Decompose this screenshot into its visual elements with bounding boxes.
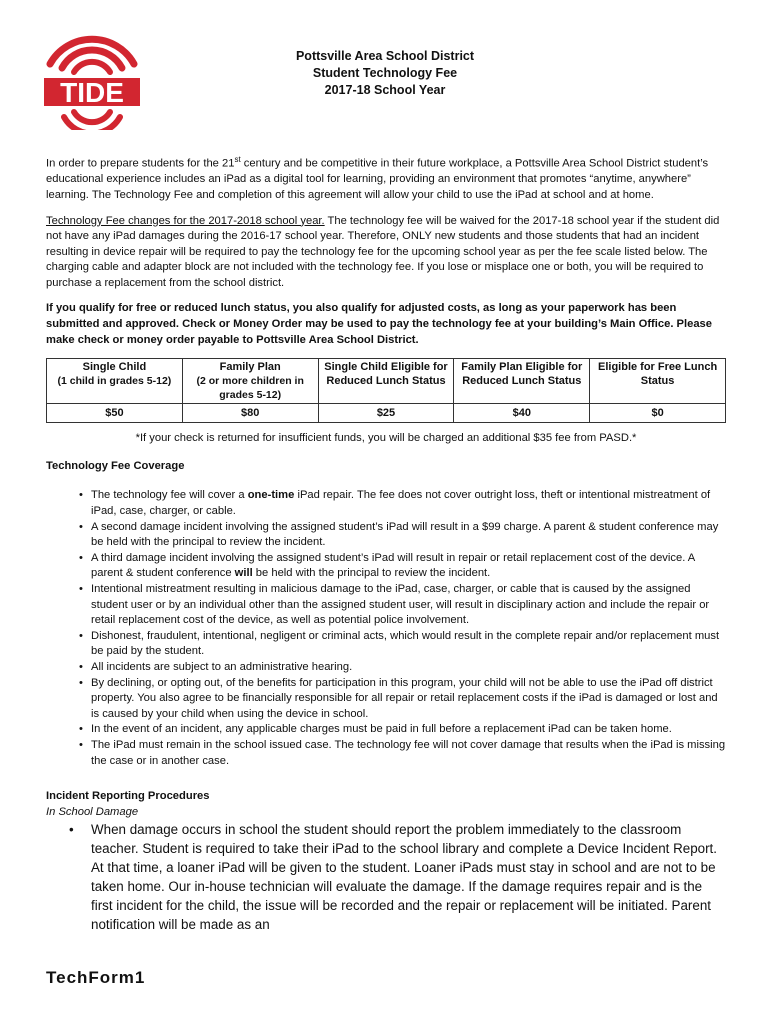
intro-text-2: century and be competitive in their future workplace, a Pottsville Area School District student’s educational experience includes an iPad as a digital tool for learning, providing an environment that promotes “anytime, anywhere” learning. The Technology Fee and completion of this agreement will allow your child to use the iPad at school and at home. [46, 157, 709, 201]
price-single: $50 [47, 404, 183, 423]
form-footer: TechForm1 [46, 968, 146, 987]
lunch-note: If you qualify for free or reduced lunch status, you also qualify for adjusted costs, as long as your paperwork has been submitted and approved. Check or Money Order may be used to pay the technology fee at your building’s Main Office. Please make check or money order payable to Pottsville Area School District. [46, 302, 712, 346]
price-free: $0 [590, 404, 726, 423]
intro-text-1: In order to prepare students for the 21 [46, 157, 235, 170]
fee-header-title: Single Child Eligible for Reduced Lunch Status [324, 361, 448, 388]
intro-paragraph [46, 152, 726, 204]
list-item: • The iPad must remain in the school issued case. The technology fee will not cover damage that results when the iPad is missing the case or in another case. [91, 738, 726, 769]
header-title: Student Technology Fee [312, 66, 458, 80]
document-body [46, 152, 726, 934]
incident-subtitle: In School Damage [46, 805, 139, 818]
check-note: *If your check is returned for insufficient funds, you will be charged an additional $35 fee from PASD.* [135, 432, 637, 445]
changes-heading: Technology Fee changes for the 2017-2018 school year. [46, 214, 325, 227]
changes-text: The technology fee will be waived for the 2017-18 school year if the student did not have any iPad damages during the 2016-17 school year. Therefore, ONLY new students and those students that had an incident resulting in device repair will be required to pay the technology fee for the upcoming school year as per the fee scale listed below. The charging cable and adapter block are not included with the technology fee. If you lose or misplace one or both, you will be required to purchase a replacement from the school district. [46, 214, 720, 289]
fee-header-single [47, 359, 183, 404]
fee-header-sub: (1 child in grades 5-12) [57, 375, 172, 388]
coverage-text: The technology fee will cover a [91, 489, 248, 502]
list-item: • By declining, or opting out, of the benefits for participation in this program, your child will not be able to use the iPad off district property. You also agree to be financially responsible for all repair or retail replacement costs if the iPad is damaged or lost and is caused by your child when using the device in school. [91, 676, 726, 723]
price-family-reduced: $40 [454, 404, 590, 423]
fee-header-title: Eligible for Free Lunch Status [598, 361, 718, 388]
header-year: 2017-18 School Year [324, 83, 446, 97]
list-item [91, 488, 726, 519]
changes-paragraph [46, 214, 726, 292]
fee-header-free [590, 359, 726, 404]
list-item: • When damage occurs in school the student should report the problem immediately to the classroom teacher. Student is required to take their iPad to the school library and complete a Device Incident Report. At that time, a loaner iPad will be given to the student. Loaner iPads must stay in school and are not to be taken home. Our in-house technician will evaluate the damage. If the damage requires repair and is the first incident for the child, the issue will be recorded and the repair or replacement will be initiated. Parent notification will be made as an [91, 820, 726, 934]
fee-header-title: Single Child [82, 361, 147, 374]
fee-header-title: Family Plan Eligible for Reduced Lunch Status [461, 361, 583, 388]
fee-header-sub: (2 or more children in grades 5-12) [196, 375, 304, 402]
fee-header-family [182, 359, 318, 404]
incident-title: Incident Reporting Procedures [46, 790, 210, 803]
fee-table-price-row [47, 404, 726, 423]
list-item [91, 551, 726, 582]
price-family: $80 [182, 404, 318, 423]
coverage-text: be held with the principal to review the incident. [252, 567, 491, 580]
fee-header-family-reduced [454, 359, 590, 404]
list-item: • A second damage incident involving the assigned student’s iPad will result in a $99 charge. A parent & student conference may be held with the principal to review the incident. [91, 520, 726, 551]
coverage-text: iPad repair. The fee does not cover outright loss, theft or intentional mistreatment of iPad, case, charger, or cable. [91, 489, 711, 518]
list-item: • Intentional mistreatment resulting in malicious damage to the iPad, case, charger, or cable that is caused by the assigned student user or by an individual other than the assigned student user, will result in disciplinary action and include the repair or retail replacement cost of the device, as well as potential police involvement. [91, 582, 726, 629]
fee-table-header-row [47, 359, 726, 404]
coverage-emphasis: will [234, 567, 253, 580]
coverage-title: Technology Fee Coverage [46, 459, 185, 472]
list-item: • In the event of an incident, any applicable charges must be paid in full before a replacement iPad can be taken home. [91, 722, 726, 738]
incident-list [46, 820, 726, 934]
coverage-text: A third damage incident involving the assigned student’s iPad will result in repair or retail replacement cost of the device. A parent & student conference [91, 551, 695, 580]
coverage-list [46, 488, 726, 769]
coverage-emphasis: one-time [247, 489, 295, 502]
intro-sup: st [234, 155, 241, 164]
document-header [0, 48, 770, 99]
list-item: • All incidents are subject to an administrative hearing. [91, 660, 726, 676]
logo-text: TIDE [60, 77, 124, 108]
header-district: Pottsville Area School District [295, 49, 475, 63]
fee-header-title: Family Plan [219, 361, 281, 374]
list-item: • Dishonest, fraudulent, intentional, negligent or criminal acts, which would result in the complete repair and/or replacement must be paid by the student. [91, 629, 726, 660]
price-single-reduced: $25 [318, 404, 454, 423]
fee-header-single-reduced [318, 359, 454, 404]
fee-table [46, 358, 726, 423]
